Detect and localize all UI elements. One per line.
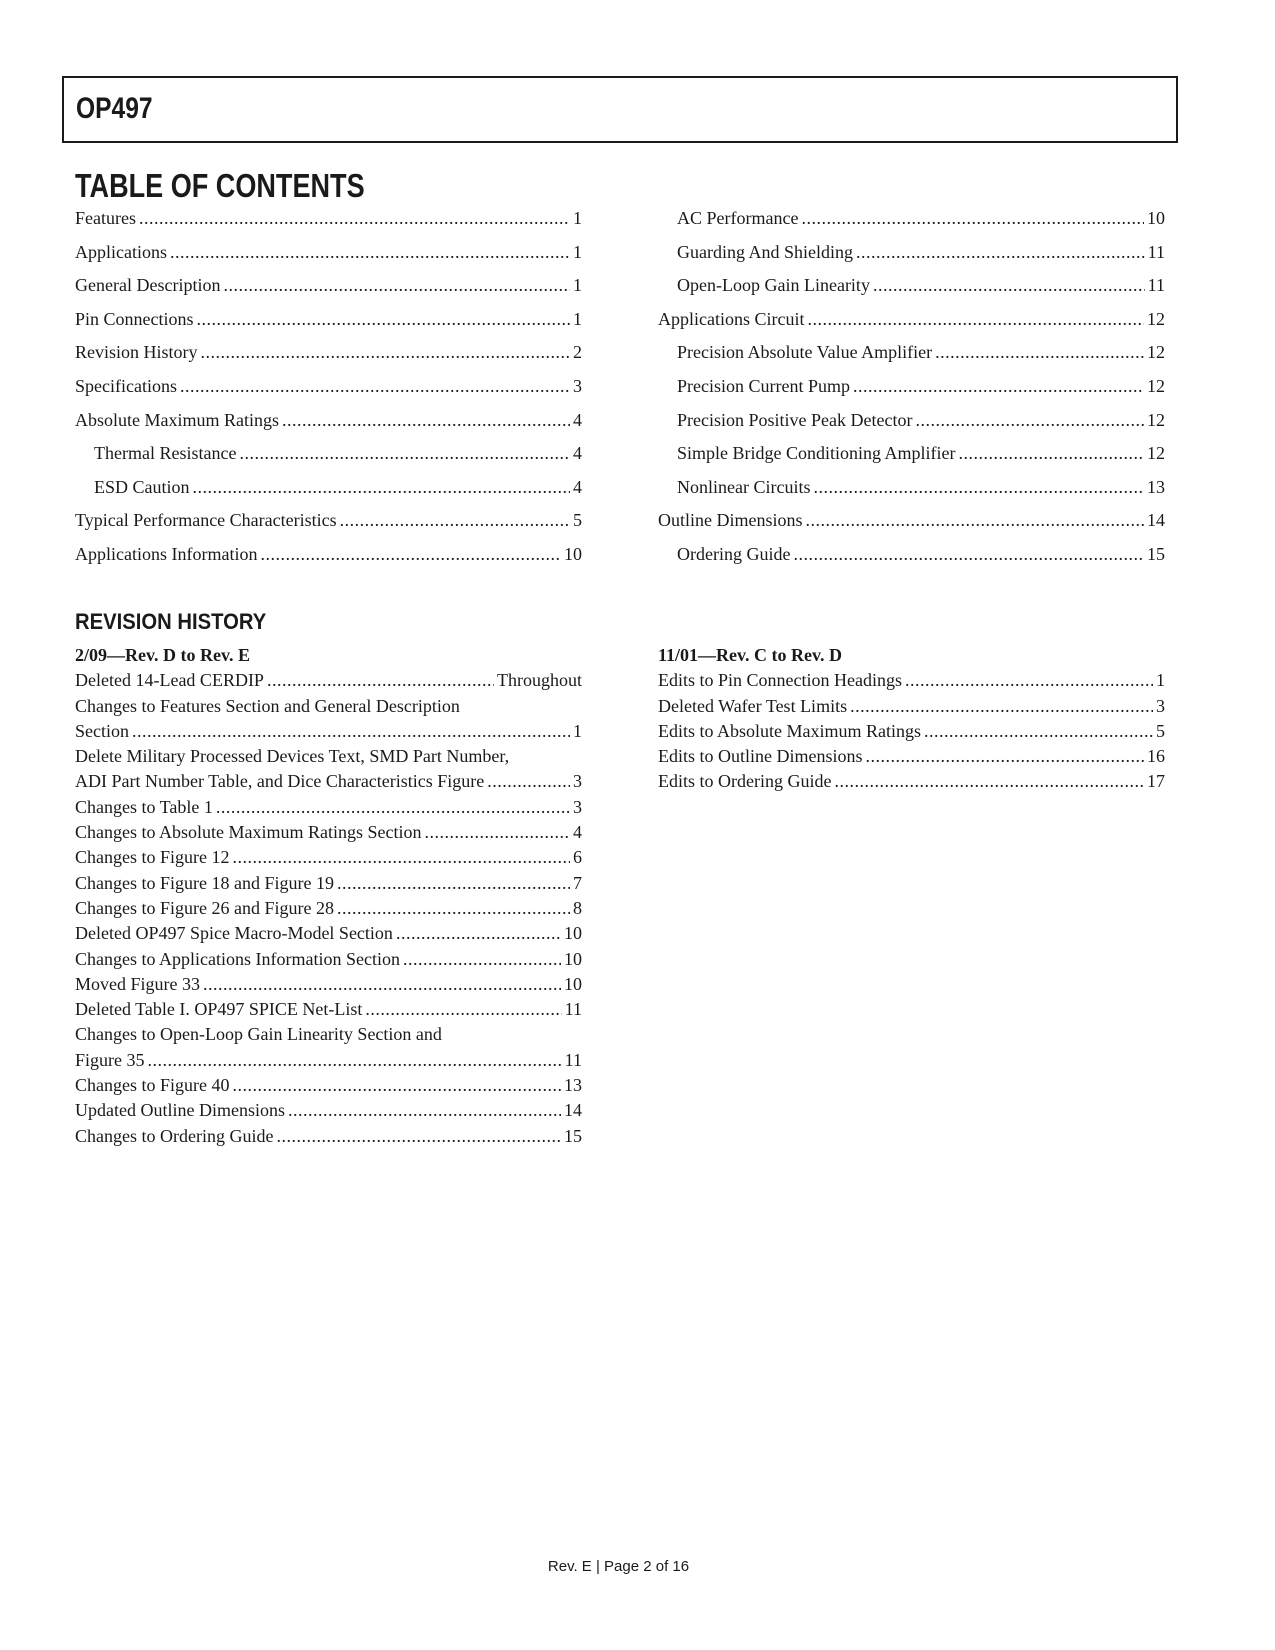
toc-entry[interactable] [75,374,582,408]
toc-entry-label: Applications Information [75,543,258,564]
toc-entry-page: 3 [573,375,582,396]
toc-entry-page: 12 [1147,342,1165,363]
toc-entry-label: Specifications [75,375,177,396]
revision-entry-label: Changes to Figure 12 [75,847,230,868]
revision-entry [658,719,1165,744]
toc-subentry[interactable] [75,475,582,509]
revision-left-column [75,643,582,1149]
revision-entry-label: Edits to Pin Connection Headings [658,670,902,691]
revision-entry-page: 8 [573,897,582,918]
dot-leader [239,441,570,465]
revision-entry-label: Edits to Outline Dimensions [658,746,863,767]
dot-leader [180,374,570,398]
revision-entry [75,1073,582,1098]
revision-entry-page: 3 [573,796,582,817]
revision-entry [75,1048,582,1073]
dot-leader [197,307,570,331]
toc-entry-label: Applications Circuit [658,308,805,329]
revision-entry [75,668,582,693]
revision-entry [658,694,1165,719]
toc-entry[interactable] [75,340,582,374]
page-footer: Rev. E | Page 2 of 16 [547,1558,690,1575]
revision-entry-page: 15 [564,1125,582,1146]
revision-entry-line: Delete Military Processed Devices Text, SMD Part Number, [75,746,510,767]
toc-entry-page: 12 [1147,375,1165,396]
dot-leader [873,273,1145,297]
dot-leader [487,769,570,793]
toc-entry-page: 11 [1147,241,1165,262]
toc-entry-page: 1 [573,208,582,228]
toc-subentry[interactable] [658,475,1165,509]
dot-leader [853,374,1144,398]
dot-leader [866,744,1145,768]
toc-entry-label: Guarding And Shielding [677,241,853,262]
dot-leader [424,820,570,844]
revision-entry [75,1098,582,1123]
dot-leader [282,408,570,432]
toc-entry[interactable] [658,307,1165,341]
revision-entry-label: Edits to Ordering Guide [658,771,832,792]
revision-entry [75,921,582,946]
toc-entry-page: 1 [573,275,582,296]
dot-leader [856,240,1145,264]
toc-subentry[interactable] [658,441,1165,475]
dot-leader [203,972,561,996]
revision-entry [658,668,1165,693]
dot-leader [260,542,561,566]
revision-entry-page: 1 [1156,670,1165,691]
revision-entry-label: Changes to Ordering Guide [75,1125,274,1146]
revision-entry-page: 6 [573,847,582,868]
revision-entry-label: Deleted OP497 Spice Macro-Model Section [75,923,393,944]
dot-leader [850,694,1153,718]
toc-entry-label: Nonlinear Circuits [677,476,811,497]
toc-subentry[interactable] [658,240,1165,274]
dot-leader [813,475,1144,499]
toc-entry-page: 2 [573,342,582,363]
dot-leader [915,408,1144,432]
revision-entry [75,947,582,972]
revision-entry-page: 14 [564,1100,582,1121]
toc-entry-page: 1 [573,308,582,329]
toc-entry[interactable] [75,273,582,307]
toc-entry[interactable] [75,240,582,274]
toc-entry-label: Thermal Resistance [94,443,237,464]
dot-leader [233,845,571,869]
toc-entry-label: Ordering Guide [677,543,791,564]
revision-entry-page: 13 [564,1075,582,1096]
header-box [62,76,1178,143]
toc-entry-page: 10 [564,543,582,564]
revision-right-column [658,643,1165,795]
revision-entry [75,820,582,845]
dot-leader [267,668,494,692]
toc-subentry[interactable] [658,340,1165,374]
revision-entry-label: Deleted 14-Lead CERDIP [75,670,264,691]
dot-leader [959,441,1145,465]
revision-entry [75,845,582,870]
revision-entry-page: 10 [564,923,582,944]
dot-leader [905,668,1153,692]
revision-entry-label: Section [75,720,129,741]
revision-entry-line: Changes to Open-Loop Gain Linearity Section and [75,1024,442,1045]
toc-entry-page: 10 [1147,208,1165,228]
revision-entry-label: Changes to Figure 18 and Figure 19 [75,872,334,893]
toc-entry[interactable] [75,307,582,341]
dot-leader [139,206,570,230]
toc-entry-label: ESD Caution [94,476,190,497]
toc-subentry[interactable] [658,206,1165,240]
dot-leader [193,475,570,499]
revision-entry-page: 3 [1156,695,1165,716]
revision-entry [658,769,1165,794]
revision-entry-label: Edits to Absolute Maximum Ratings [658,720,922,741]
revision-entry-label: Changes to Figure 26 and Figure 28 [75,897,334,918]
toc-entry-page: 13 [1147,476,1165,497]
toc-entry-page: 11 [1147,275,1165,296]
revision-entry-label: Figure 35 [75,1049,145,1070]
revision-entry [75,871,582,896]
revision-entry-label: ADI Part Number Table, and Dice Characteristics Figure [75,771,485,792]
toc-entry-label: Typical Performance Characteristics [75,510,337,531]
toc-subentry[interactable] [658,273,1165,307]
revision-entry-label: Deleted Wafer Test Limits [658,695,848,716]
toc-entry[interactable] [75,542,582,576]
toc-entry-label: Pin Connections [75,308,194,329]
revision-entry [75,719,582,744]
toc-entry-page: 15 [1147,543,1165,564]
dot-leader [403,947,561,971]
dot-leader [223,273,570,297]
toc-entry-label: Outline Dimensions [658,510,803,531]
revision-entry-label: Changes to Figure 40 [75,1075,230,1096]
revision-heading: 2/09—Rev. D to Rev. E [75,645,250,665]
toc-subentry[interactable] [75,441,582,475]
revision-entry [75,972,582,997]
toc-subentry[interactable] [658,408,1165,442]
toc-entry-label: Precision Current Pump [677,375,850,396]
revision-entry-page: 17 [1147,771,1165,792]
revision-entry-page: 4 [573,822,582,843]
toc-subentry[interactable] [658,374,1165,408]
dot-leader [806,508,1145,532]
dot-leader [337,896,570,920]
revision-entry [75,1124,582,1149]
revision-entry [75,769,582,794]
toc-entry-label: Precision Positive Peak Detector [677,409,913,430]
revision-entry-page: 1 [573,720,582,741]
revision-heading: 11/01—Rev. C to Rev. D [658,645,842,665]
revision-entry-page: 3 [573,771,582,792]
toc-entry-page: 12 [1147,308,1165,329]
revision-entry-label: Updated Outline Dimensions [75,1100,285,1121]
revision-entry [75,997,582,1022]
dot-leader [233,1073,562,1097]
revision-entry-label: Moved Figure 33 [75,973,200,994]
revision-entry-page: 16 [1147,746,1165,767]
toc-entry[interactable] [75,508,582,542]
revision-entry-label: Deleted Table I. OP497 SPICE Net-List [75,999,363,1020]
revision-entry-label: Changes to Table 1 [75,796,213,817]
revision-entry-page: 7 [573,872,582,893]
toc-entry[interactable] [75,206,582,240]
toc-right-column [658,206,1165,576]
dot-leader [365,997,561,1021]
revision-entry-page: 11 [564,1049,582,1070]
dot-leader [801,206,1144,230]
toc-subentry[interactable] [658,542,1165,576]
revision-entry [658,744,1165,769]
revision-entry-page: 10 [564,948,582,969]
revision-entry [75,896,582,921]
revision-entry [75,795,582,820]
toc-title: TABLE OF CONTENTS [75,167,365,204]
dot-leader [396,921,561,945]
toc-entry-page: 14 [1147,510,1165,531]
dot-leader [340,508,570,532]
toc-left-column [75,206,582,576]
revision-entry-line: Changes to Features Section and General Description [75,695,460,716]
toc-entry-label: Precision Absolute Value Amplifier [677,342,933,363]
toc-entry-label: Features [75,208,136,228]
toc-entry[interactable] [75,408,582,442]
toc-entry-label: Simple Bridge Conditioning Amplifier [677,443,956,464]
dot-leader [148,1048,562,1072]
dot-leader [276,1124,561,1148]
toc-entry-page: 12 [1147,443,1165,464]
toc-entry-label: Open-Loop Gain Linearity [677,275,870,296]
dot-leader [807,307,1144,331]
toc-entry-page: 5 [573,510,582,531]
dot-leader [288,1098,561,1122]
toc-entry[interactable] [658,508,1165,542]
toc-entry-page: 4 [573,409,582,430]
dot-leader [216,795,570,819]
revision-entry-page: Throughout [497,670,582,691]
dot-leader [924,719,1153,743]
dot-leader [132,719,570,743]
dot-leader [935,340,1144,364]
toc-entry-label: Absolute Maximum Ratings [75,409,279,430]
toc-entry-label: Applications [75,241,167,262]
part-number: OP497 [76,92,153,125]
toc-entry-page: 1 [573,241,582,262]
dot-leader [170,240,570,264]
toc-entry-label: General Description [75,275,221,296]
dot-leader [793,542,1144,566]
toc-entry-page: 12 [1147,409,1165,430]
toc-entry-label: AC Performance [677,208,799,228]
revision-entry-page: 11 [564,999,582,1020]
toc-entry-page: 4 [573,443,582,464]
revision-entry-label: Changes to Absolute Maximum Ratings Section [75,822,422,843]
revision-entry-page: 5 [1156,720,1165,741]
revision-entry-label: Changes to Applications Information Section [75,948,400,969]
dot-leader [337,871,570,895]
revision-entry-page: 10 [564,973,582,994]
toc-entry-page: 4 [573,476,582,497]
dot-leader [834,769,1144,793]
dot-leader [201,340,570,364]
toc-entry-label: Revision History [75,342,198,363]
revision-history-title: REVISION HISTORY [75,609,267,634]
